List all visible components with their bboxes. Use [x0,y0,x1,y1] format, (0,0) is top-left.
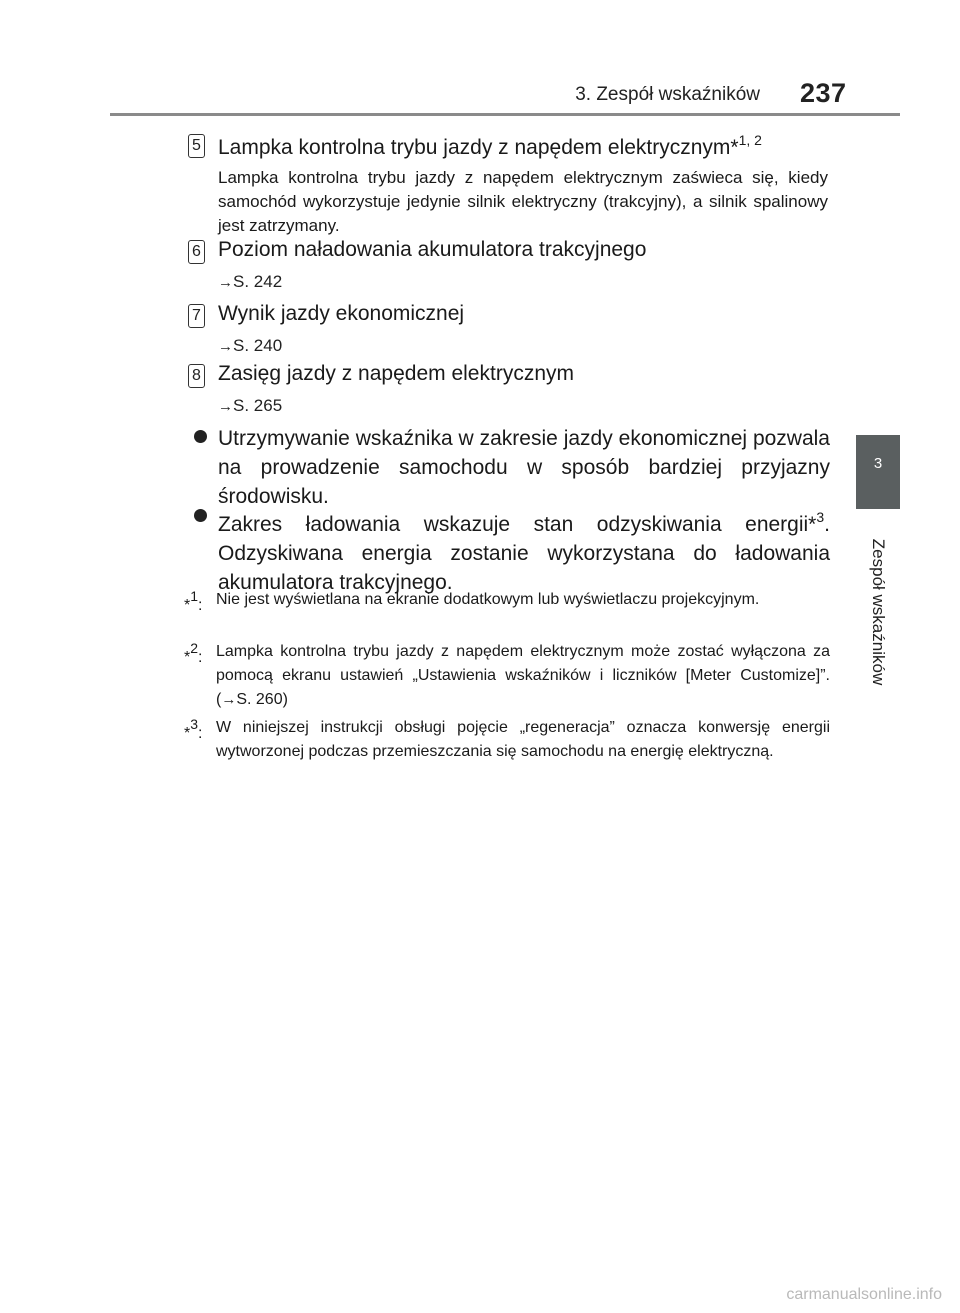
page-reference[interactable] [218,396,828,416]
bullet-text [218,503,830,597]
arrow-right-icon: → [218,338,233,355]
footnote-text: Nie jest wyświetlana na ekranie dodatkowym lub wyświetlaczu projekcyjnym. [216,591,760,608]
header-divider [110,113,900,116]
bullet-text-part: . Odzyskiwana energia zostanie wykorzystana do ładowania akumulatora trakcyjnego. [218,513,830,594]
page-reference-text: S. 240 [233,336,283,355]
page-reference[interactable] [218,336,828,356]
item-6 [188,238,828,292]
page-number: 237 [800,78,847,108]
bullet-icon [194,430,207,443]
bullet-eco-indicator [194,424,830,511]
footnote-marker: *1: [184,588,203,614]
footnote-3 [184,716,830,764]
item-title: Poziom naładowania akumulatora trakcyjnego [218,238,647,261]
item-number-badge: 6 [188,240,205,264]
item-number-badge: 5 [188,134,205,158]
page-reference-text: S. 242 [233,272,283,291]
footnote-asterisk: * [184,649,191,666]
item-title: Zasięg jazdy z napędem elektrycznym [218,362,574,385]
bullet-text: Utrzymywanie wskaźnika w zakresie jazdy ekonomicznej pozwala na prowadzenie samochodu w sposób bardziej przyjazny środowisku. [218,427,830,508]
footnote-text [216,640,830,712]
footnote-1 [184,588,830,612]
bullet-charge-zone [194,503,830,597]
item-title: Wynik jazdy ekonomicznej [218,302,465,325]
chapter-tab [856,435,900,509]
footnote-marker: *2: [184,640,203,666]
footnote-text-part: Lampka kontrolna trybu jazdy z napędem elektrycznym może zostać wyłączona za pomocą ekranu ustawień „Ustawienia wskaźników i liczników [Meter Customize]”. ( [216,643,830,708]
page-reference[interactable] [218,272,828,292]
item-7 [188,302,828,356]
footnote-ref: 1, 2 [738,132,762,148]
footnote-number: 1 [190,588,199,604]
footnote-number: 2 [190,640,199,656]
arrow-right-icon: → [218,398,233,415]
chapter-tab-number: 3 [873,455,883,472]
page-reference-text[interactable]: S. 260) [236,691,288,708]
item-title-text: Lampka kontrolna trybu jazdy z napędem elektrycznym* [218,136,739,159]
item-5 [188,132,828,238]
item-title [218,132,762,160]
chapter-tab-label: Zespół wskaźników [869,538,888,686]
page-reference-text: S. 265 [233,396,283,415]
item-number-badge: 7 [188,304,205,328]
footnote-asterisk: * [184,597,191,614]
footnote-text: W niniejszej instrukcji obsługi pojęcie „regeneracja” oznacza konwersję energii wytworzonej podczas przemieszczania się samochodu na energię elektryczną. [216,719,830,760]
arrow-right-icon: → [221,691,237,708]
bullet-icon [194,509,207,522]
page-header [0,0,960,120]
footnote-marker: *3: [184,716,203,742]
item-number-badge: 8 [188,364,205,388]
footnote-ref: 3 [816,509,825,525]
bullet-text-part: Zakres ładowania wskazuje stan odzyskiwania energii* [218,513,817,536]
arrow-right-icon: → [218,274,233,291]
item-8 [188,362,828,416]
watermark: carmanualsonline.info [786,1286,942,1303]
footnote-2 [184,640,830,712]
item-description: Lampka kontrolna trybu jazdy z napędem elektrycznym zaświeca się, kiedy samochód wykorzystuje jedynie silnik elektryczny (trakcyjny), a silnik spalinowy jest zatrzymany. [218,168,828,235]
footnote-asterisk: * [184,725,191,742]
footnote-number: 3 [190,716,199,732]
section-title: 3. Zespół wskaźników [575,84,760,105]
